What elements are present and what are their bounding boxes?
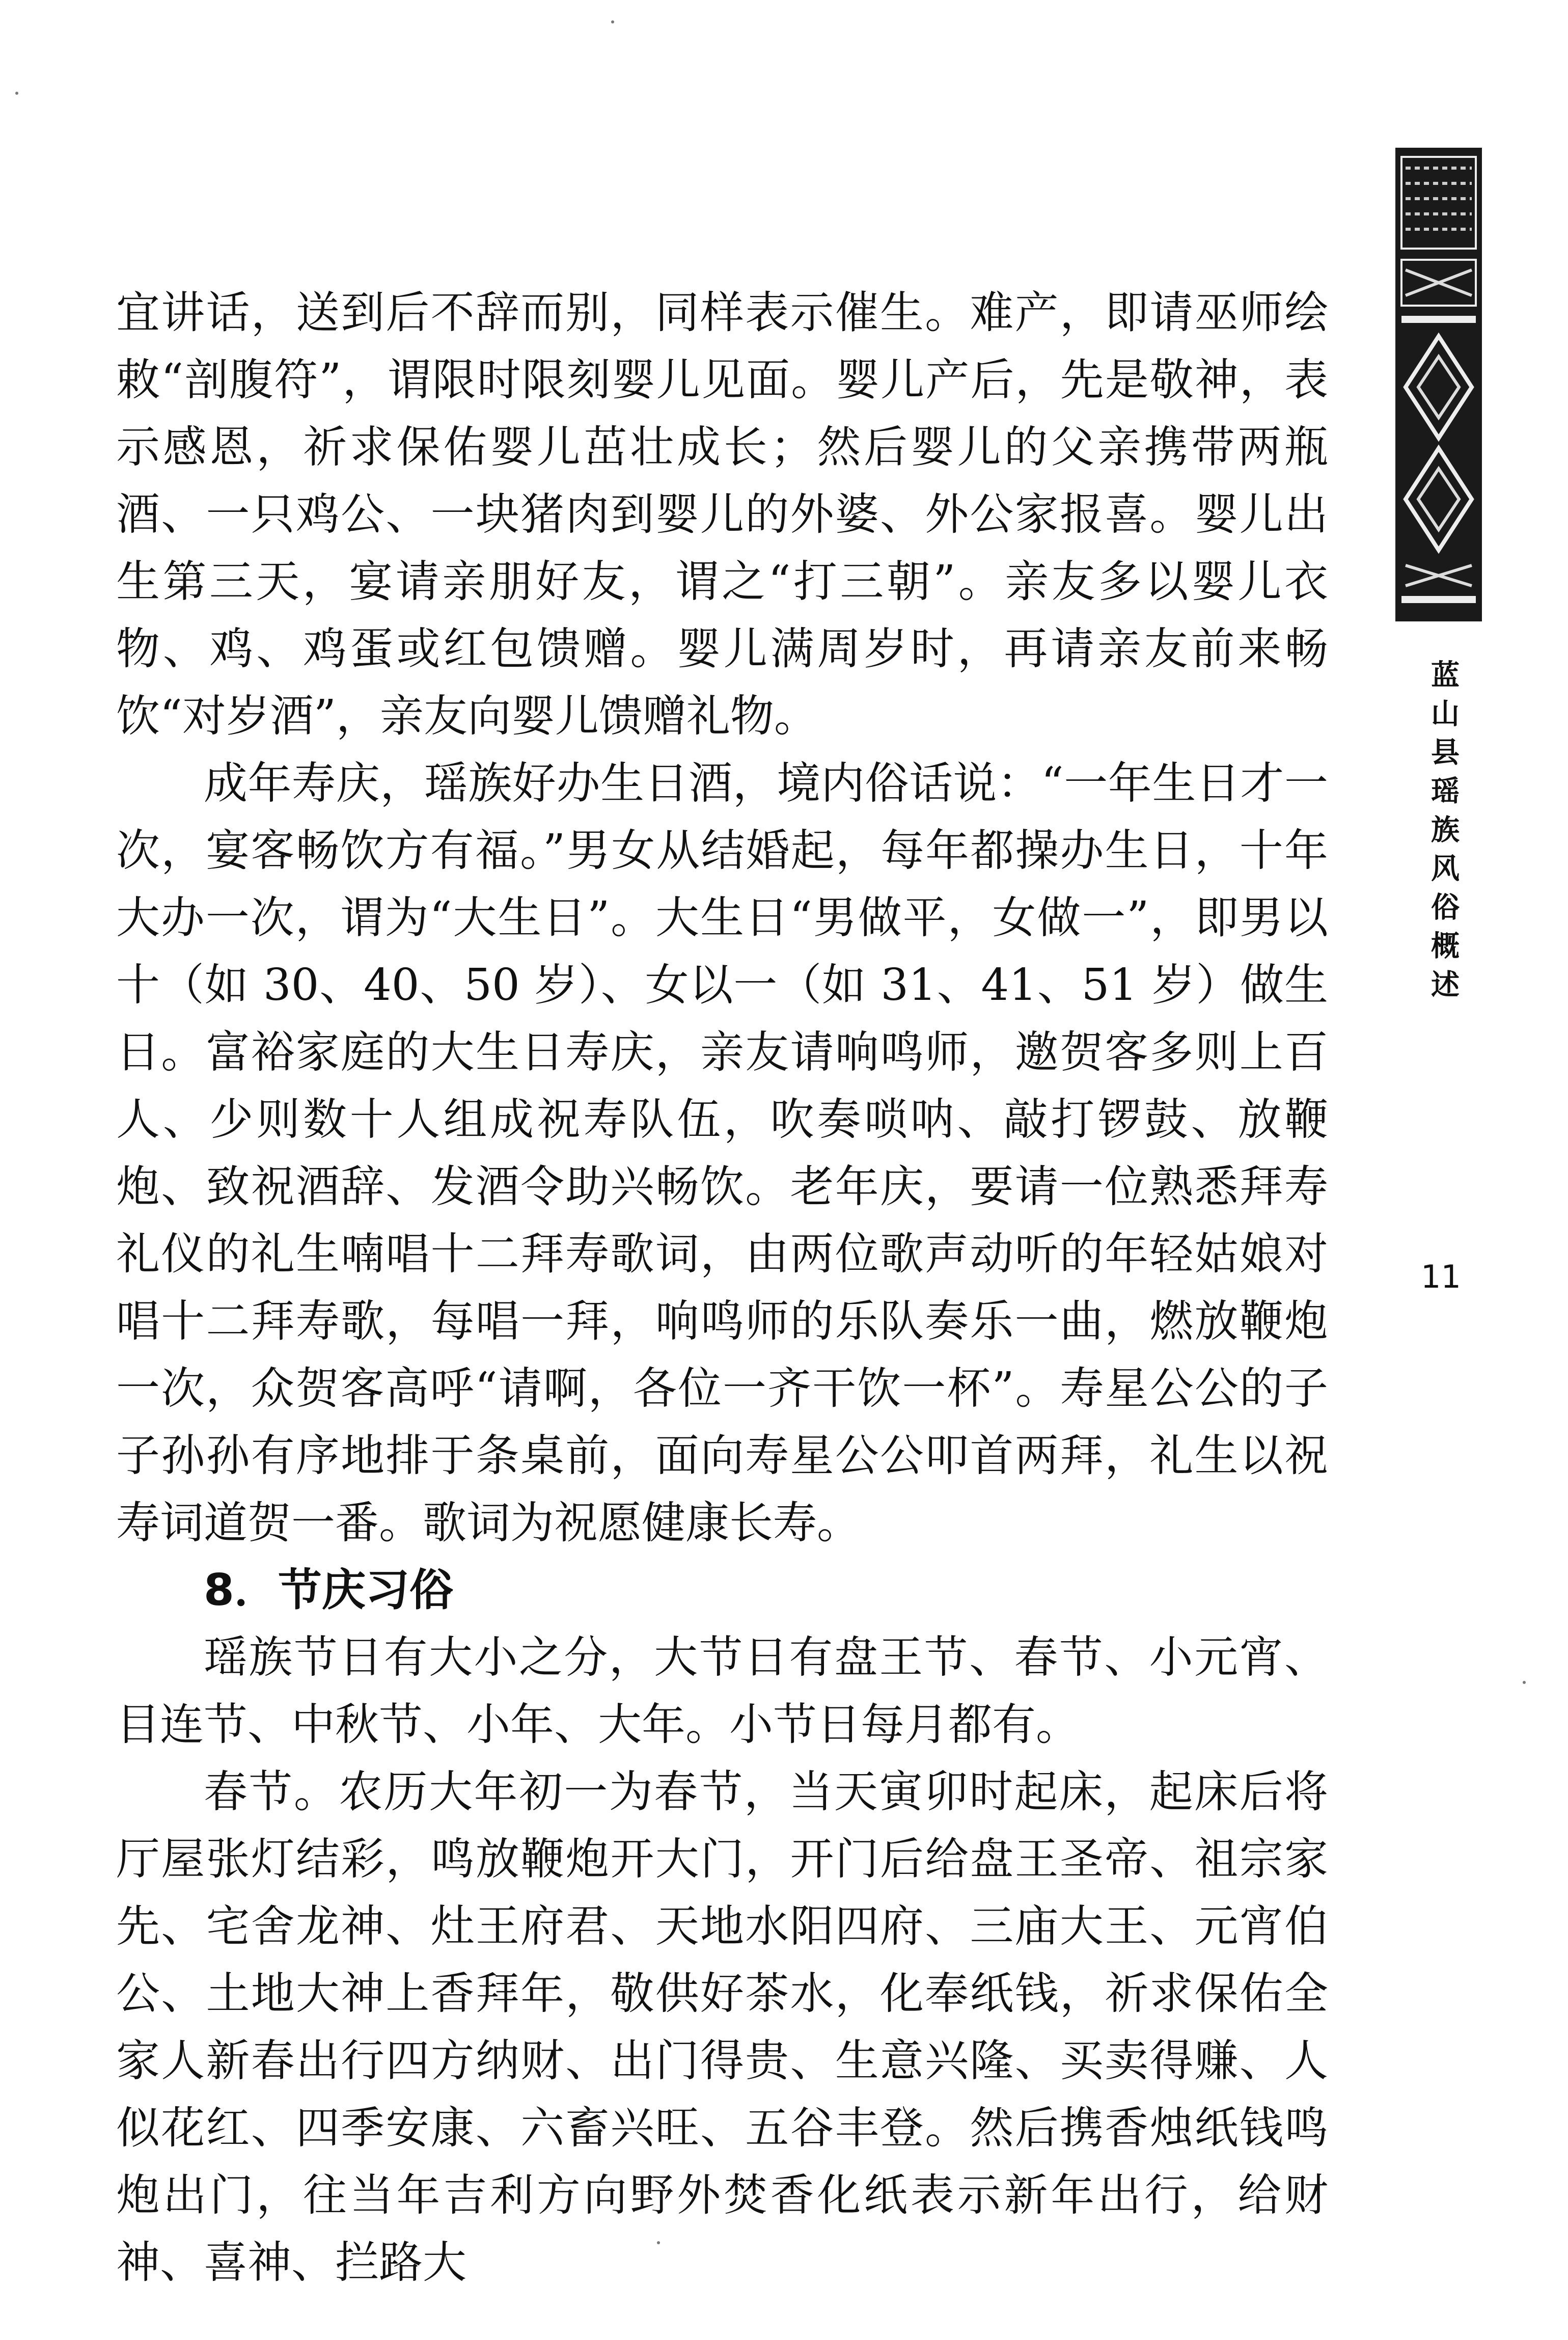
paragraph-birthday-celebration: 成年寿庆，瑶族好办生日酒，境内俗话说：“一年生日才一次，宴客畅饮方有福。”男女从结婚起，每年都操办生日，十年大办一次，谓为“大生日”。大生日“男做平，女做一”，即男以十（如 30、40、50 岁）、女以一（如 31、41、51 岁）做生日。富裕家庭的大生日寿庆，亲友请响鸣师，邀贺客多则上百人、少则数十人组成祝寿队伍，吹奏唢呐、敲打锣鼓、放鞭炮、致祝酒辞、发酒令助兴畅饮。老年庆，要请一位熟悉拜寿礼仪的礼生喃唱十二拜寿歌词，由两位歌声动听的年轻姑娘对唱十二拜寿歌，每唱一拜，响鸣师的乐队奏乐一曲，燃放鞭炮一次，众贺客高呼“请啊，各位一齐干饮一杯”。寿星公公的子子孙孙有序地排于条桌前，面向寿星公公叩首两拜，礼生以祝寿词道贺一番。歌词为祝愿健康长寿。 [116, 758, 1328, 1548]
scan-speck [657, 2241, 660, 2244]
paragraph-spring-festival: 春节。农历大年初一为春节，当天寅卯时起床，起床后将厅屋张灯结彩，鸣放鞭炮开大门，开门后给盘王圣帝、祖宗家先、宅舍龙神、灶王府君、天地水阳四府、三庙大王、元宵伯公、土地大神上香拜年，敬供好茶水，化奉纸钱，祈求保佑全家人新春出行四方纳财、出门得贵、生意兴隆、买卖得赚、人似花红、四季安康、六畜兴旺、五谷丰登。然后携香烛纸钱鸣炮出门，往当年吉利方向野外焚香化纸表示新年出行，给财神、喜神、拦路大 [116, 1766, 1328, 2288]
page-number: 11 [1421, 1258, 1461, 1295]
scan-speck [15, 92, 18, 95]
body-text [116, 279, 1328, 2296]
decorative-ornament-band [1395, 148, 1482, 621]
paragraph-birth-customs: 宜讲话，送到后不辞而别，同样表示催生。难产，即请巫师绘敕“剖腹符”，谓限时限刻婴儿见面。婴儿产后，先是敬神，表示感恩，祈求保佑婴儿茁壮成长；然后婴儿的父亲携带两瓶酒、一只鸡公、一块猪肉到婴儿的外婆、外公家报喜。婴儿出生第三天，宴请亲朋好友，谓之“打三朝”。亲友多以婴儿衣物、鸡、鸡蛋或红包馈赠。婴儿满周岁时，再请亲友前来畅饮“对岁酒”，亲友向婴儿馈赠礼物。 [116, 287, 1328, 742]
scan-speck [611, 20, 614, 23]
paragraph-festival-overview: 瑶族节日有大小之分，大节日有盘王节、春节、小元宵、目连节、中秋节、小年、大年。小节日每月都有。 [116, 1632, 1328, 1750]
side-running-title: 蓝山县瑶族风俗概述 [1426, 660, 1460, 1008]
scan-speck [1523, 1681, 1526, 1684]
section-heading-festivals: 8．节庆习俗 [204, 1565, 453, 1616]
